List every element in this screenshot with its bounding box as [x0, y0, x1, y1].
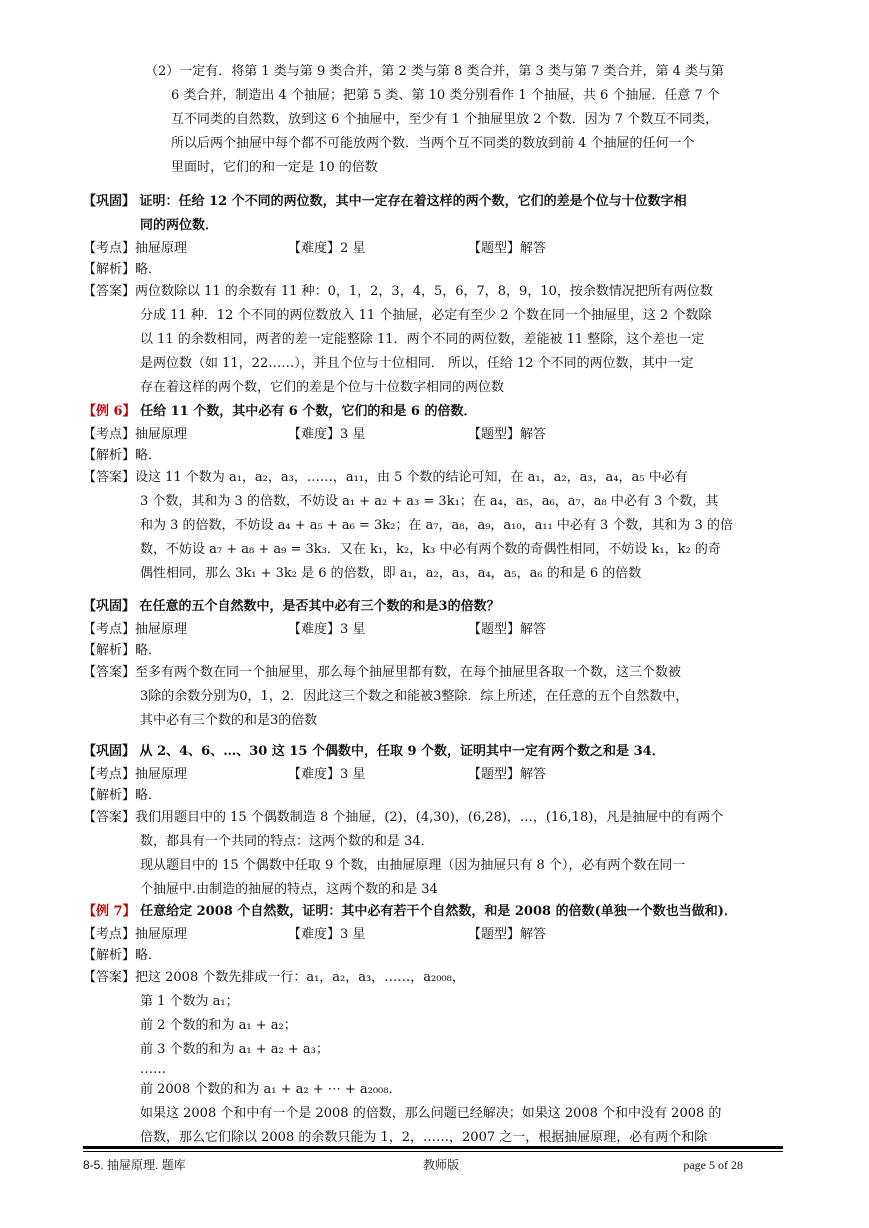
intro-line: 所以后两个抽屉中每个都不可能放两个数．当两个互不同类的数放到前 4 个抽屉的任何一个 — [171, 136, 695, 151]
intro-line: 里面时，它们的和一定是 10 的倍数 — [171, 160, 378, 175]
answer-line: 【答案】两位数除以 11 的余数有 11 种：0，1，2，3，4，5，6，7，8，9，10，按余数情况把所有两位数 — [83, 284, 713, 299]
answer-line: 其中必有三个数的和是3的倍数 — [140, 713, 318, 728]
answer-line: 第 1 个数为 a₁； — [140, 994, 239, 1009]
answer-line: 3除的余数分别为0，1，2．因此这三个数之和能被3整除．综上所述，在任意的五个自然数中， — [140, 689, 689, 704]
meta-row — [83, 424, 783, 445]
intro-line: （2）一定有．将第 1 类与第 9 类合并，第 2 类与第 8 类合并，第 3 类与第 7 类合并，第 4 类与第 — [145, 64, 725, 79]
kaodian-label: 【考点】抽屉原理 — [83, 927, 188, 942]
problem-block — [83, 740, 783, 902]
meta-row — [83, 619, 783, 640]
question-text: 任意给定 2008 个自然数，证明：其中必有若干个自然数，和是 2008 的倍数(单独一个数也当做和)． — [135, 904, 737, 919]
answer-line: 倍数，那么它们除以 2008 的余数只能为 1，2，……，2007 之一，根据抽屉原理，必有两个和除 — [140, 1130, 708, 1145]
answer-line: 个抽屉中.由制造的抽屉的特点，这两个数的和是 34 — [140, 882, 438, 897]
problem-block — [83, 190, 783, 400]
answer-line: 数，都具有一个共同的特点：这两个数的和是 34． — [140, 834, 434, 849]
problem-statement — [83, 900, 783, 924]
page-footer — [83, 1156, 783, 1174]
answer-line: 前 3 个数的和为 a₁ + a₂ + a₃； — [140, 1042, 329, 1057]
tixing-label: 【题型】解答 — [468, 622, 547, 637]
meta-row — [83, 764, 783, 785]
problem-tag: 【巩固】 — [83, 194, 136, 209]
jiexi-label: 【解析】略． — [83, 262, 162, 277]
answer-line: …… — [140, 1062, 166, 1077]
question-text: 在任意的五个自然数中，是否其中必有三个数的和是3的倍数？ — [135, 599, 500, 614]
problem-block — [83, 400, 783, 586]
tixing-label: 【题型】解答 — [468, 427, 547, 442]
meta-row — [83, 924, 783, 945]
problem-tag: 【例 7】 — [83, 904, 136, 919]
intro-block — [83, 60, 783, 180]
tixing-label: 【题型】解答 — [468, 241, 547, 256]
problem-statement — [83, 190, 783, 214]
answer-line: 以 11 的余数相同，两者的差一定能整除 11．两个不同的两位数，差能被 11 整除，这个差也一定 — [140, 332, 705, 347]
problem-tag: 【巩固】 — [83, 599, 136, 614]
answer-line: 如果这 2008 个和中有一个是 2008 的倍数，那么问题已经解决；如果这 2008 个和中没有 2008 的 — [140, 1106, 722, 1121]
jiexi-label: 【解析】略． — [83, 788, 162, 803]
answer-line: 存在着这样的两个数，它们的差是个位与十位数字相同的两位数 — [140, 380, 505, 395]
answer-line: 【答案】至多有两个数在同一个抽屉里，那么每个抽屉里都有数，在每个抽屉里各取一个数，这三个数被 — [83, 665, 682, 680]
question-text: 任给 11 个数，其中必有 6 个数，它们的和是 6 的倍数． — [135, 404, 477, 419]
kaodian-label: 【考点】抽屉原理 — [83, 241, 188, 256]
footer-rule-thick — [83, 1146, 783, 1149]
intro-line: 6 类合并，制造出 4 个抽屉；把第 5 类、第 10 类分别看作 1 个抽屉，共 6 个抽屉．任意 7 个 — [171, 88, 720, 103]
footer-center: 教师版 — [423, 1158, 460, 1172]
question-text: 证明：任给 12 个不同的两位数，其中一定存在着这样的两个数，它们的差是个位与十位数字相 — [135, 194, 687, 209]
footer-left: 8-5. 抽屉原理. 题库 — [83, 1158, 186, 1172]
tixing-label: 【题型】解答 — [468, 767, 547, 782]
kaodian-label: 【考点】抽屉原理 — [83, 767, 188, 782]
answer-line: 和为 3 的倍数，不妨设 a₄ + a₅ + a₆ = 3k₂；在 a₇，a₈，a₉，a₁₀，a₁₁ 中必有 3 个数，其和为 3 的倍 — [140, 518, 733, 533]
problem-block — [83, 900, 783, 1150]
nandu-label: 【难度】3 星 — [288, 427, 366, 442]
problem-tag: 【巩固】 — [83, 744, 136, 759]
answer-line: 【答案】我们用题目中的 15 个偶数制造 8 个抽屉，(2)，(4,30)，(6,28)，…，(16,18)，凡是抽屉中的有两个 — [83, 810, 724, 825]
jiexi-label: 【解析】略． — [83, 643, 162, 658]
question-text: 从 2、4、6、…、30 这 15 个偶数中，任取 9 个数，证明其中一定有两个数之和是 34． — [135, 744, 665, 759]
answer-line: 现从题目中的 15 个偶数中任取 9 个数，由抽屉原理（因为抽屉只有 8 个），必有两个数在同一 — [140, 858, 686, 873]
intro-line: 互不同类的自然数，放到这 6 个抽屉中，至少有 1 个抽屉里放 2 个数．因为 7 个数互不同类， — [171, 112, 719, 127]
problem-block — [83, 595, 783, 733]
jiexi-label: 【解析】略． — [83, 448, 162, 463]
meta-row — [83, 238, 783, 259]
answer-line: 前 2 个数的和为 a₁ + a₂； — [140, 1018, 297, 1033]
answer-line: 偶性相同，那么 3k₁ + 3k₂ 是 6 的倍数，即 a₁，a₂，a₃，a₄，a₅，a₆ 的和是 6 的倍数 — [140, 566, 642, 581]
jiexi-label: 【解析】略． — [83, 948, 162, 963]
kaodian-label: 【考点】抽屉原理 — [83, 427, 188, 442]
question-text: 同的两位数． — [140, 218, 219, 233]
footer-rule-thin — [83, 1151, 783, 1152]
problem-statement — [83, 400, 783, 424]
kaodian-label: 【考点】抽屉原理 — [83, 622, 188, 637]
page-number: page 5 of 28 — [683, 1158, 743, 1172]
answer-line: 是两位数（如 11，22……），并且个位与十位相同． 所以，任给 12 个不同的两位数，其中一定 — [140, 356, 694, 371]
nandu-label: 【难度】3 星 — [288, 927, 366, 942]
tixing-label: 【题型】解答 — [468, 927, 547, 942]
nandu-label: 【难度】3 星 — [288, 767, 366, 782]
nandu-label: 【难度】3 星 — [288, 622, 366, 637]
problem-statement — [83, 595, 783, 619]
problem-statement — [83, 740, 783, 764]
answer-line: 前 2008 个数的和为 a₁ + a₂ + ⋯ + a₂₀₀₈． — [140, 1082, 402, 1097]
answer-line: 【答案】把这 2008 个数先排成一行：a₁，a₂，a₃，……，a₂₀₀₈， — [83, 970, 465, 985]
nandu-label: 【难度】2 星 — [288, 241, 366, 256]
answer-line: 【答案】设这 11 个数为 a₁，a₂，a₃，……，a₁₁，由 5 个数的结论可知，在 a₁，a₂，a₃，a₄，a₅ 中必有 — [83, 470, 688, 485]
answer-line: 分成 11 种．12 个不同的两位数放入 11 个抽屉，必定有至少 2 个数在同一个抽屉里，这 2 个数除 — [140, 308, 712, 323]
answer-line: 3 个数，其和为 3 的倍数，不妨设 a₁ + a₂ + a₃ = 3k₁；在 a₄，a₅，a₆，a₇，a₈ 中必有 3 个数，其 — [140, 494, 719, 509]
problem-tag: 【例 6】 — [83, 404, 136, 419]
answer-line: 数，不妨设 a₇ + a₈ + a₉ = 3k₃．又在 k₁，k₂，k₃ 中必有两个数的奇偶性相同，不妨设 k₁，k₂ 的奇 — [140, 542, 721, 557]
